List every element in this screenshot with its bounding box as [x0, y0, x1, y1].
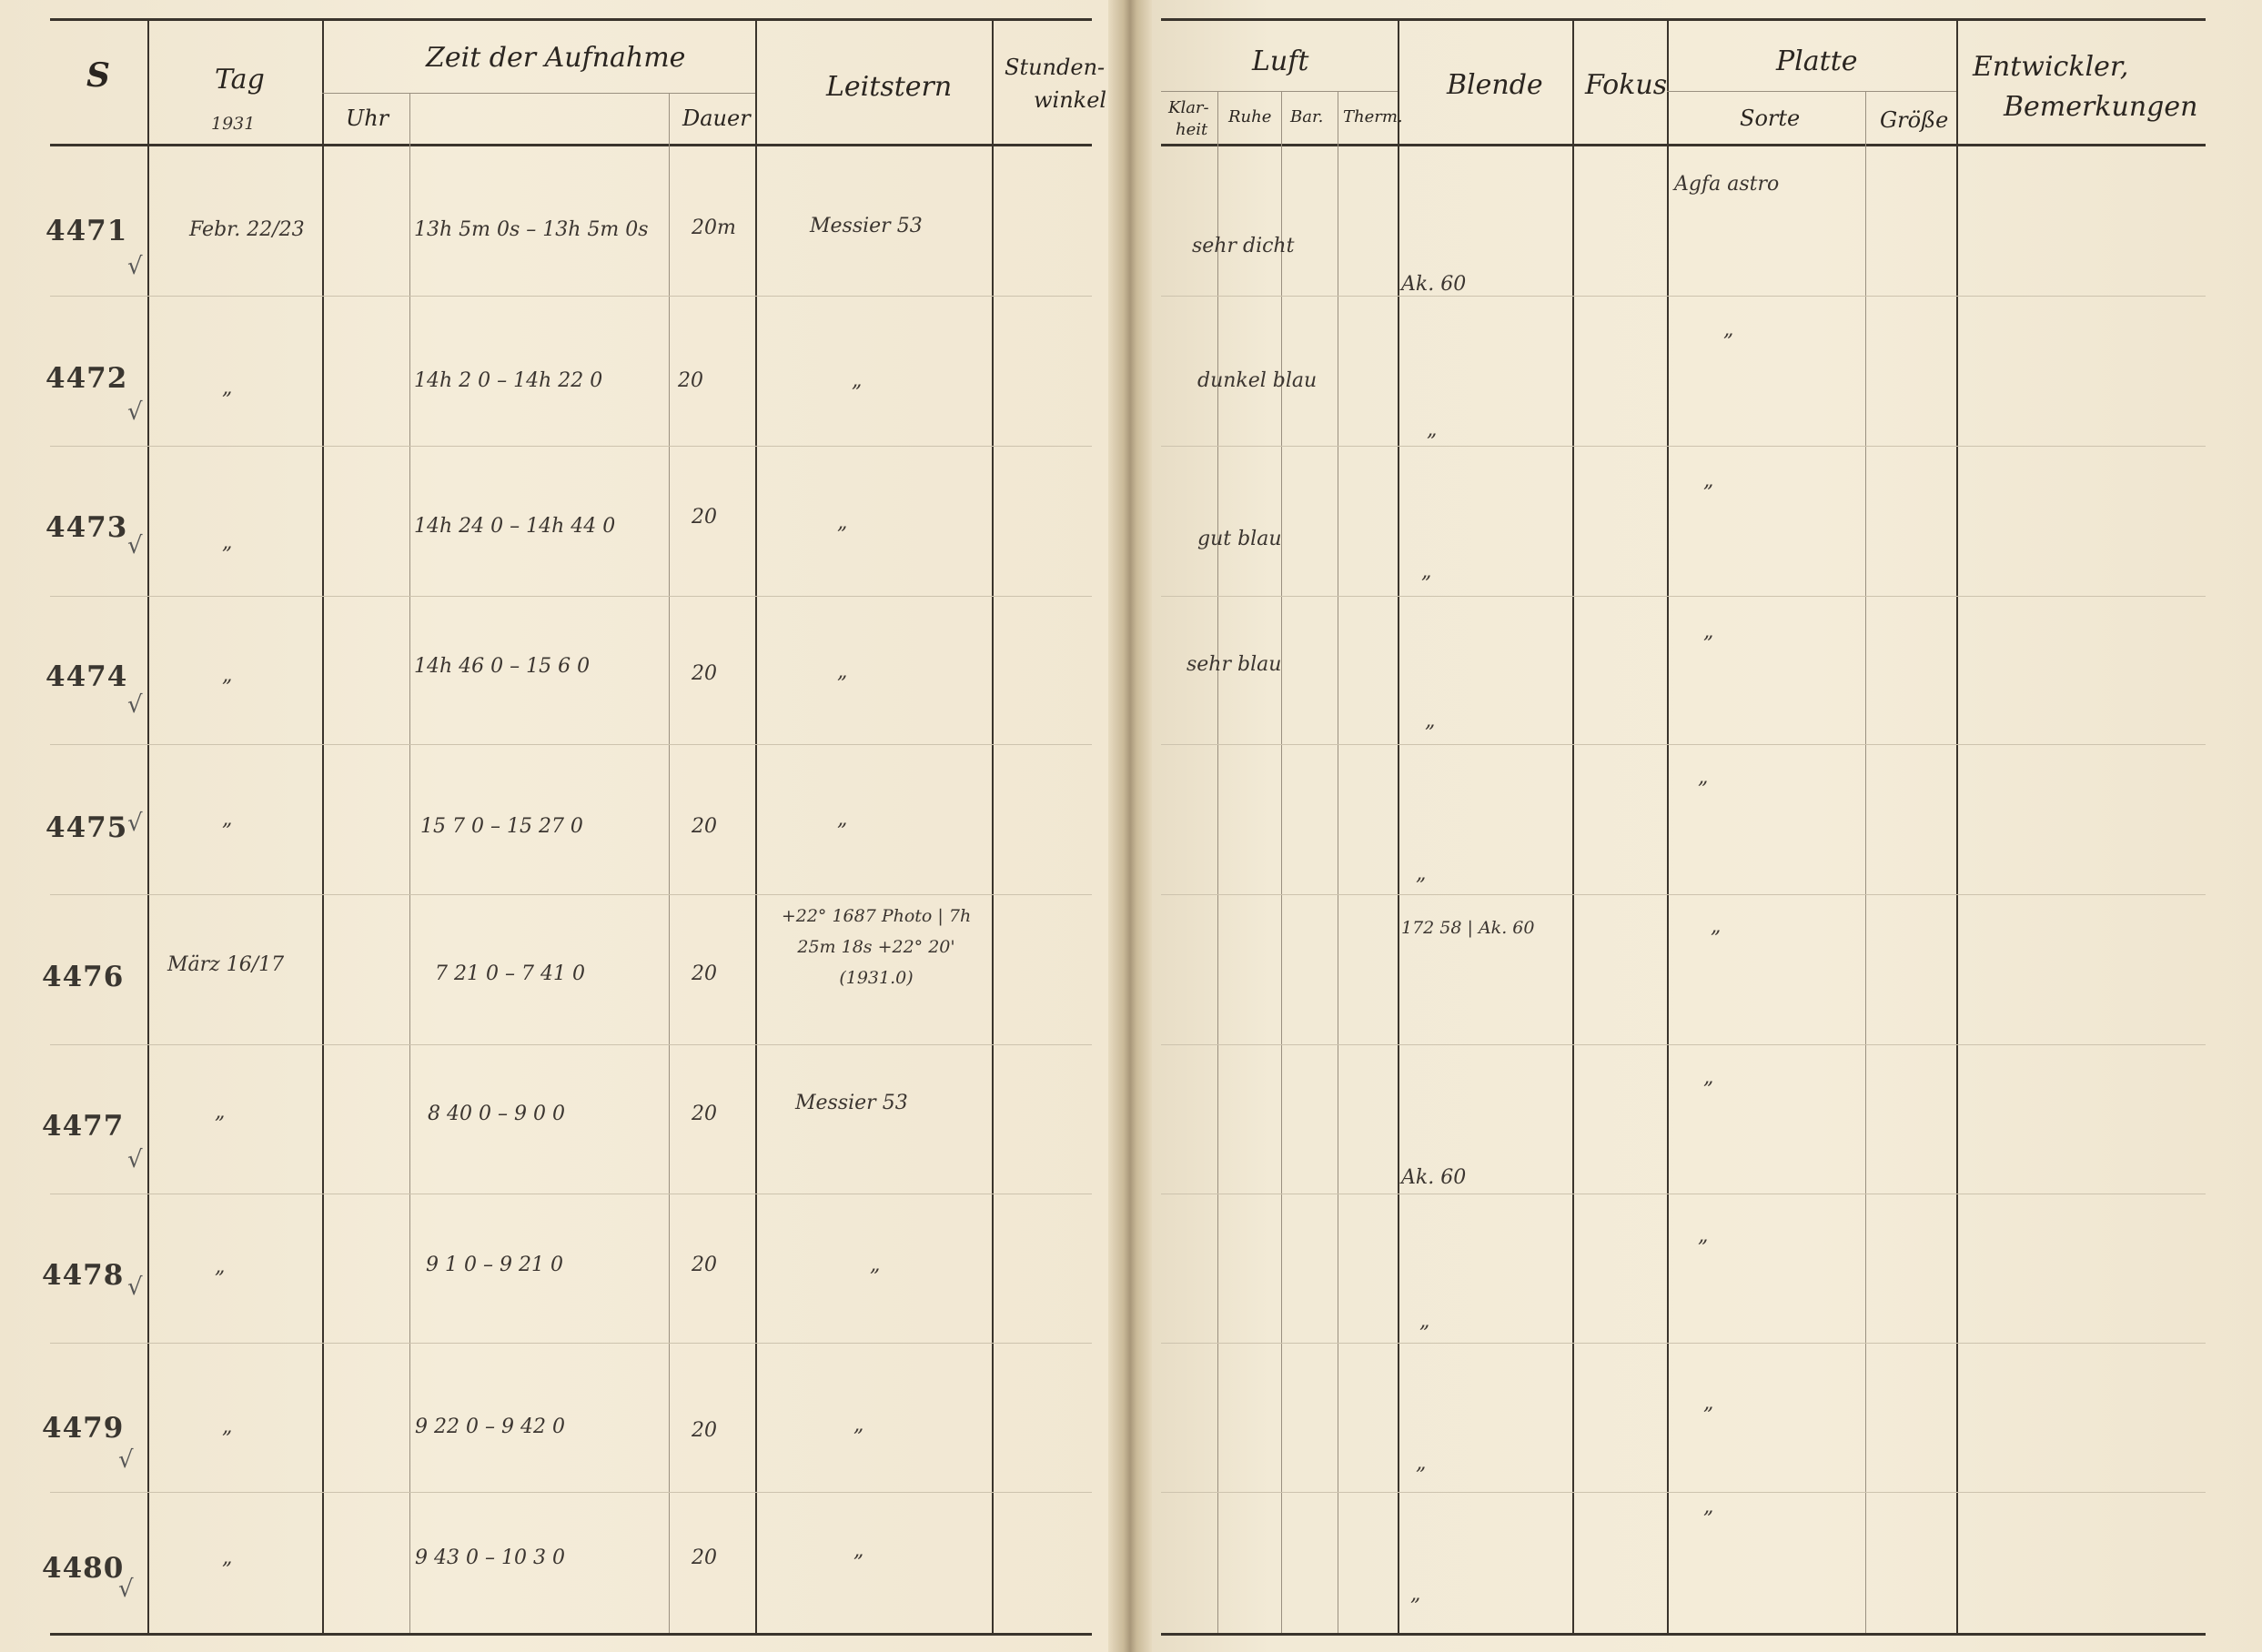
- header-blende: Blende: [1447, 69, 1543, 101]
- check-mark-icon: √: [127, 398, 143, 426]
- row-dauer: 20: [692, 815, 717, 838]
- row-sorte: „: [1698, 1224, 1709, 1247]
- col-rule-fokus: [1667, 20, 1669, 1633]
- row-tag: „: [222, 664, 233, 687]
- row-luft: dunkel blau: [1197, 369, 1318, 392]
- header-bar: Bar.: [1290, 107, 1324, 126]
- col-rule-platte: [1956, 20, 1958, 1633]
- row-dauer: 20m: [692, 217, 736, 239]
- col-rule-leitstern: [992, 20, 994, 1633]
- row-rule-right: [1161, 596, 2206, 597]
- row-tag: „: [222, 1415, 233, 1438]
- row-luft: gut blau: [1197, 528, 1282, 550]
- row-zeit: 13h 5m 0s – 13h 5m 0s: [414, 218, 649, 241]
- row-tag: „: [222, 808, 233, 831]
- row-leitstern: Messier 53: [795, 1092, 908, 1114]
- row-rule-left: [50, 1044, 1092, 1045]
- row-leitstern: „: [853, 1539, 864, 1562]
- serial-number: 4474: [45, 660, 128, 693]
- row-rule-left: [50, 744, 1092, 745]
- row-dauer: 20: [692, 506, 717, 529]
- row-luft: sehr dicht: [1192, 235, 1295, 257]
- row-zeit: 9 1 0 – 9 21 0: [426, 1254, 563, 1276]
- row-tag: „: [222, 1546, 233, 1569]
- serial-number: 4472: [45, 362, 128, 395]
- col-rule-sorte: [1865, 91, 1866, 1633]
- bottom-rule-right: [1161, 1633, 2206, 1636]
- row-leitstern: +22° 1687 Photo | 7h 25m 18s +22° 20' (1931.0): [781, 906, 972, 988]
- top-rule-left: [50, 18, 1092, 21]
- row-tag: „: [222, 377, 233, 399]
- row-blende: „: [1410, 1583, 1421, 1606]
- check-mark-icon: √: [127, 691, 143, 719]
- header-ruhe: Ruhe: [1228, 107, 1272, 126]
- row-sorte: „: [1711, 915, 1722, 938]
- header-luft: Luft: [1252, 45, 1309, 77]
- row-luft: sehr blau: [1187, 653, 1282, 676]
- header-platte: Platte: [1776, 45, 1858, 77]
- row-rule-right: [1161, 1343, 2206, 1344]
- col-rule-dauer: [669, 94, 670, 1633]
- row-rule-left: [50, 894, 1092, 895]
- row-tag: März 16/17: [167, 953, 285, 976]
- check-mark-icon: √: [127, 532, 143, 559]
- row-leitstern: „: [837, 660, 848, 683]
- serial-number: 4478: [42, 1259, 125, 1292]
- row-sorte: „: [1723, 318, 1734, 341]
- header-tag: Tag: [215, 64, 265, 96]
- header-groesse: Größe: [1880, 107, 1949, 133]
- luft-sub-rule: [1161, 91, 1398, 92]
- row-rule-left: [50, 1492, 1092, 1493]
- serial-number: 4471: [45, 215, 128, 247]
- top-rule-right: [1161, 18, 2206, 21]
- row-blende: 172 58 | Ak. 60: [1401, 918, 1535, 938]
- header-leitstern: Leitstern: [826, 71, 953, 103]
- row-tag: „: [215, 1101, 226, 1123]
- row-dauer: 20: [692, 962, 717, 985]
- platte-sub-rule: [1667, 91, 1956, 92]
- row-leitstern: „: [853, 1414, 864, 1436]
- col-rule-zeit: [755, 20, 757, 1633]
- header-therm: Therm.: [1343, 107, 1403, 126]
- right-page: [1136, 0, 2262, 1652]
- check-mark-icon: √: [127, 1274, 143, 1301]
- row-sorte: „: [1703, 1496, 1714, 1518]
- header-rule-right: [1161, 144, 2206, 146]
- zeit-sub-rule: [322, 93, 755, 94]
- check-mark-icon: √: [118, 1576, 134, 1603]
- row-leitstern: „: [852, 369, 863, 392]
- row-blende: Ak. 60: [1401, 273, 1467, 296]
- row-dauer: 20: [678, 369, 703, 392]
- header-entwickler-1: Entwickler,: [1973, 51, 2129, 83]
- row-zeit: 14h 24 0 – 14h 44 0: [414, 515, 616, 538]
- row-sorte: „: [1703, 1066, 1714, 1089]
- row-tag: Febr. 22/23: [189, 218, 305, 241]
- header-zeit: Zeit der Aufnahme: [426, 42, 686, 74]
- row-zeit: 9 22 0 – 9 42 0: [415, 1415, 565, 1438]
- row-rule-right: [1161, 1044, 2206, 1045]
- header-fokus: Fokus: [1585, 69, 1668, 101]
- row-rule-right: [1161, 1492, 2206, 1493]
- row-dauer: 20: [692, 1254, 717, 1276]
- row-tag: „: [222, 531, 233, 554]
- check-mark-icon: √: [127, 810, 143, 837]
- header-klarheit-1: Klar-: [1168, 98, 1209, 117]
- row-sorte: Agfa astro: [1674, 173, 1780, 196]
- col-rule-luft: [1398, 20, 1399, 1633]
- serial-number: 4479: [42, 1412, 125, 1445]
- serial-number: 4473: [45, 511, 128, 544]
- row-zeit: 8 40 0 – 9 0 0: [428, 1103, 565, 1125]
- bottom-rule-left: [50, 1633, 1092, 1636]
- col-rule-tag: [322, 20, 324, 1633]
- row-rule-left: [50, 1343, 1092, 1344]
- row-blende: „: [1427, 418, 1438, 441]
- row-dauer: 20: [692, 1546, 717, 1569]
- header-tag-year: 1931: [211, 114, 256, 134]
- row-zeit: 15 7 0 – 15 27 0: [420, 815, 583, 838]
- serial-number: 4476: [42, 961, 125, 993]
- row-dauer: 20: [692, 1419, 717, 1442]
- row-zeit: 9 43 0 – 10 3 0: [415, 1546, 565, 1569]
- serial-number: 4475: [45, 811, 128, 844]
- header-s: S: [86, 56, 110, 95]
- col-rule-s: [147, 20, 149, 1633]
- row-sorte: „: [1698, 766, 1709, 789]
- row-leitstern: „: [870, 1254, 881, 1276]
- row-leitstern: „: [837, 808, 848, 831]
- row-leitstern: Messier 53: [810, 215, 923, 237]
- row-rule-left: [50, 596, 1092, 597]
- row-tag: „: [215, 1255, 226, 1278]
- row-rule-right: [1161, 744, 2206, 745]
- col-rule-ruhe: [1281, 91, 1282, 1633]
- row-blende: „: [1416, 862, 1427, 885]
- row-rule-left: [50, 296, 1092, 297]
- col-rule-klarheit: [1217, 91, 1218, 1633]
- row-blende: Ak. 60: [1401, 1166, 1467, 1189]
- check-mark-icon: √: [127, 1146, 143, 1174]
- header-uhr: Uhr: [346, 106, 389, 131]
- header-rule-left: [50, 144, 1092, 146]
- row-rule-right: [1161, 446, 2206, 447]
- row-leitstern: „: [837, 511, 848, 534]
- row-rule-right: [1161, 296, 2206, 297]
- row-zeit: 14h 46 0 – 15 6 0: [414, 655, 591, 678]
- row-zeit: 14h 2 0 – 14h 22 0: [414, 369, 603, 392]
- row-dauer: 20: [692, 1103, 717, 1125]
- row-zeit: 7 21 0 – 7 41 0: [435, 962, 585, 985]
- check-mark-icon: √: [127, 253, 143, 280]
- header-dauer: Dauer: [682, 106, 751, 131]
- row-sorte: „: [1703, 620, 1714, 643]
- header-stunden-2: winkel: [1034, 87, 1107, 113]
- row-blende: „: [1425, 710, 1436, 732]
- serial-number: 4477: [42, 1110, 125, 1143]
- row-blende: „: [1416, 1452, 1427, 1475]
- row-sorte: „: [1703, 1392, 1714, 1415]
- book-gutter: [1108, 0, 1152, 1652]
- header-klarheit-2: heit: [1176, 120, 1208, 139]
- check-mark-icon: √: [118, 1446, 134, 1474]
- serial-number: 4480: [42, 1552, 125, 1585]
- row-dauer: 20: [692, 662, 717, 685]
- row-rule-right: [1161, 894, 2206, 895]
- row-sorte: „: [1703, 469, 1714, 492]
- header-sorte: Sorte: [1740, 106, 1801, 131]
- col-rule-uhr: [409, 94, 410, 1633]
- row-blende: „: [1419, 1310, 1430, 1333]
- row-blende: „: [1421, 560, 1432, 583]
- col-rule-blende: [1572, 20, 1574, 1633]
- row-rule-left: [50, 446, 1092, 447]
- header-entwickler-2: Bemerkungen: [2004, 91, 2198, 123]
- header-stunden-1: Stunden-: [1005, 55, 1106, 80]
